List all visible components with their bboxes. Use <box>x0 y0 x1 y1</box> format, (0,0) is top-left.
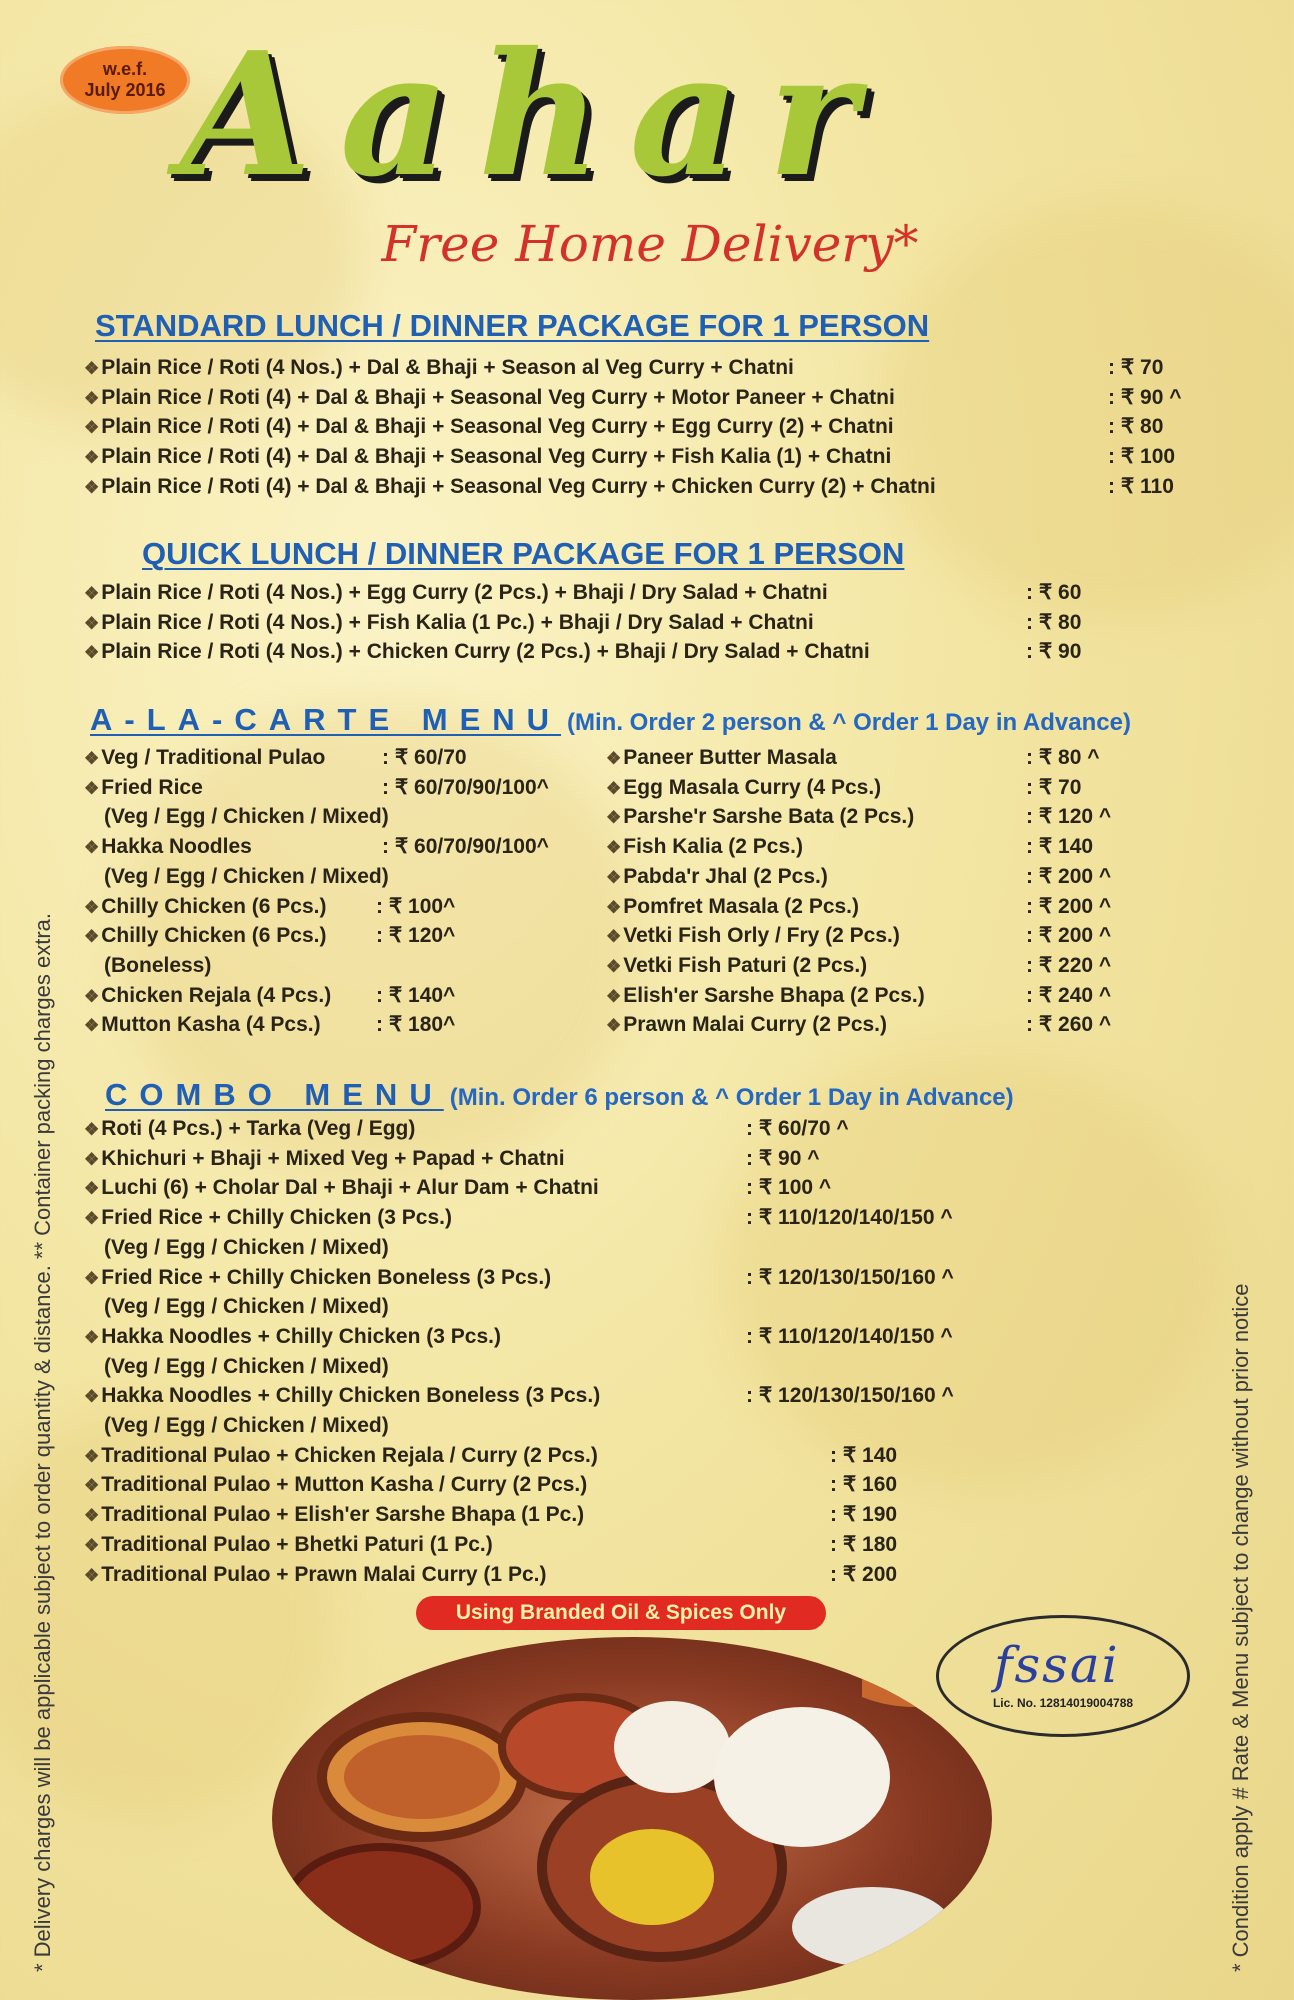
item-price: : ₹ 190 <box>830 1503 898 1527</box>
menu-item-variant <box>104 862 389 891</box>
item-description: Hakka Noodles + Chilly Chicken Boneless (3 Pcs.) <box>101 1384 601 1408</box>
menu-item-variant <box>104 1352 389 1381</box>
menu-item <box>84 383 895 412</box>
standard-title: STANDARD LUNCH / DINNER PACKAGE FOR 1 PERSON <box>95 308 930 343</box>
menu-item <box>84 1470 587 1499</box>
fssai-seal <box>936 1615 1190 1737</box>
item-description: Traditional Pulao + Bhetki Paturi (1 Pc.) <box>101 1532 493 1556</box>
item-price: : ₹ 200 ^ <box>1026 924 1112 948</box>
combo-header <box>105 1077 1014 1113</box>
side-note-right: * Condition apply # Rate & Menu subject to change without prior notice <box>1228 1283 1253 1972</box>
item-description: Luchi (6) + Cholar Dal + Bhaji + Alur Dam + Chatni <box>101 1176 599 1200</box>
item-description: (Veg / Egg / Chicken / Mixed) <box>104 805 389 829</box>
item-description: Chilly Chicken (6 Pcs.) <box>101 924 327 948</box>
quick-title: QUICK LUNCH / DINNER PACKAGE FOR 1 PERSON <box>142 536 905 571</box>
bullet-icon: ❖ <box>84 418 100 438</box>
item-description: Plain Rice / Roti (4 Nos.) + Chicken Curry (2 Pcs.) + Bhaji / Dry Salad + Chatni <box>101 640 870 664</box>
item-price: : ₹ 70 <box>1026 775 1082 799</box>
bullet-icon: ❖ <box>84 1476 100 1496</box>
item-price: : ₹ 100 ^ <box>746 1176 832 1200</box>
wef-line1: w.e.f. <box>102 59 148 80</box>
item-price: : ₹ 140 <box>1026 835 1094 859</box>
item-price: : ₹ 100 <box>1108 445 1176 469</box>
menu-item <box>84 608 814 637</box>
item-description: Prawn Malai Curry (2 Pcs.) <box>623 1013 888 1037</box>
menu-item-variant <box>104 1292 389 1321</box>
item-description: (Veg / Egg / Chicken / Mixed) <box>104 1295 389 1319</box>
menu-item <box>84 1560 546 1589</box>
alacarte-title: A-LA-CARTE MENU <box>90 702 562 737</box>
bullet-icon: ❖ <box>84 897 100 917</box>
item-price: : ₹ 260 ^ <box>1026 1013 1112 1037</box>
fssai-license: Lic. No. 12814019004788 <box>992 1696 1134 1710</box>
menu-item <box>84 981 331 1010</box>
menu-item <box>84 1322 501 1351</box>
menu-item <box>84 1530 493 1559</box>
item-description: (Veg / Egg / Chicken / Mixed) <box>104 1414 389 1437</box>
item-description: Plain Rice / Roti (4) + Dal & Bhaji + Seasonal Veg Curry + Motor Paneer + Chatni <box>101 385 895 409</box>
item-description: Plain Rice / Roti (4 Nos.) + Fish Kalia (1 Pc.) + Bhaji / Dry Salad + Chatni <box>101 610 814 634</box>
item-description: Egg Masala Curry (4 Pcs.) <box>623 775 882 799</box>
bullet-icon: ❖ <box>84 643 100 663</box>
bullet-icon: ❖ <box>606 897 622 917</box>
bullet-icon: ❖ <box>84 1446 100 1466</box>
item-price: : ₹ 110/120/140/150 ^ <box>746 1324 953 1348</box>
item-price: : ₹ 200 ^ <box>1026 894 1112 918</box>
item-price: : ₹ 240 ^ <box>1026 983 1112 1007</box>
menu-item <box>84 743 325 772</box>
item-description: Fish Kalia (2 Pcs.) <box>623 835 803 859</box>
menu-item <box>84 442 891 471</box>
item-price: : ₹ 60/70/90/100^ <box>382 775 549 799</box>
item-price: : ₹ 180^ <box>376 1013 456 1037</box>
item-price: : ₹ 180 <box>830 1532 898 1556</box>
item-description: Fried Rice + Chilly Chicken (3 Pcs.) <box>101 1206 452 1230</box>
item-description: Veg / Traditional Pulao <box>101 746 326 769</box>
menu-item <box>606 1010 887 1039</box>
menu-item <box>84 921 327 950</box>
bullet-icon: ❖ <box>84 359 100 378</box>
menu-item <box>84 892 327 921</box>
brand-logo: Aahar <box>180 15 886 215</box>
bullet-icon: ❖ <box>84 1209 100 1229</box>
item-description: Khichuri + Bhaji + Mixed Veg + Papad + Chatni <box>101 1146 565 1170</box>
bullet-icon: ❖ <box>606 808 622 828</box>
item-price: : ₹ 140 <box>830 1443 898 1467</box>
menu-item <box>84 1203 452 1232</box>
item-price: : ₹ 110/120/140/150 ^ <box>746 1206 953 1230</box>
item-description: (Veg / Egg / Chicken / Mixed) <box>104 1235 389 1259</box>
alacarte-header <box>90 702 1131 738</box>
menu-item <box>84 578 828 607</box>
bullet-icon: ❖ <box>84 1565 100 1585</box>
item-price: : ₹ 80 <box>1108 415 1164 439</box>
menu-item <box>84 412 894 441</box>
bullet-icon: ❖ <box>84 388 100 408</box>
bullet-icon: ❖ <box>84 749 100 768</box>
item-price: : ₹ 140^ <box>376 983 456 1007</box>
side-note-left: * Delivery charges will be applicable subject to order quantity & distance. ** Container packing charges extra. <box>30 912 55 1972</box>
item-price: : ₹ 110 <box>1108 474 1174 498</box>
bullet-icon: ❖ <box>606 838 622 858</box>
bullet-icon: ❖ <box>84 1327 100 1347</box>
menu-item <box>606 862 828 891</box>
bullet-icon: ❖ <box>84 477 100 497</box>
item-description: Fried Rice <box>101 775 203 799</box>
menu-item <box>606 951 867 980</box>
item-description: Chilly Chicken (6 Pcs.) <box>101 894 327 918</box>
menu-item <box>606 802 914 831</box>
item-price: : ₹ 60/70 ^ <box>746 1117 849 1140</box>
bullet-icon: ❖ <box>606 986 622 1006</box>
item-description: Traditional Pulao + Mutton Kasha / Curry (2 Pcs.) <box>101 1473 588 1497</box>
item-description: Plain Rice / Roti (4) + Dal & Bhaji + Seasonal Veg Curry + Egg Curry (2) + Chatni <box>101 415 894 439</box>
bullet-icon: ❖ <box>84 838 100 858</box>
item-price: : ₹ 80 ^ <box>1026 746 1100 769</box>
bullet-icon: ❖ <box>84 1506 100 1526</box>
menu-item <box>84 353 794 382</box>
bullet-icon: ❖ <box>84 1149 100 1169</box>
bullet-icon: ❖ <box>84 1268 100 1288</box>
item-description: Parshe'r Sarshe Bata (2 Pcs.) <box>623 805 915 829</box>
menu-item-variant <box>104 802 389 831</box>
bullet-icon: ❖ <box>606 1016 622 1036</box>
menu-item <box>606 773 881 802</box>
item-description: Traditional Pulao + Prawn Malai Curry (1 Pc.) <box>101 1562 547 1586</box>
item-description: Vetki Fish Orly / Fry (2 Pcs.) <box>623 924 900 948</box>
tagline: Free Home Delivery* <box>381 215 919 273</box>
bullet-icon: ❖ <box>84 927 100 947</box>
menu-item <box>84 1173 599 1202</box>
menu-item <box>84 472 936 501</box>
menu-item <box>606 892 859 921</box>
bullet-icon: ❖ <box>84 1387 100 1407</box>
item-description: Hakka Noodles <box>101 835 252 859</box>
bullet-icon: ❖ <box>606 927 622 947</box>
menu-item <box>606 832 803 861</box>
item-description: Roti (4 Pcs.) + Tarka (Veg / Egg) <box>101 1117 416 1140</box>
food-platter-illustration <box>272 1637 992 2000</box>
bullet-icon: ❖ <box>84 1535 100 1555</box>
item-description: Fried Rice + Chilly Chicken Boneless (3 Pcs.) <box>101 1265 552 1289</box>
item-price: : ₹ 160 <box>830 1473 898 1497</box>
item-price: : ₹ 80 <box>1026 610 1082 634</box>
food-platter-image <box>272 1637 992 2000</box>
menu-item <box>84 1144 565 1173</box>
fssai-logo: fssai <box>994 1636 1120 1694</box>
menu-item <box>84 773 203 802</box>
item-price: : ₹ 120/130/150/160 ^ <box>746 1384 954 1408</box>
menu-item <box>606 981 925 1010</box>
combo-title: COMBO MENU <box>105 1077 444 1112</box>
wef-badge <box>60 46 190 114</box>
bullet-icon: ❖ <box>606 956 622 976</box>
menu-item <box>606 921 900 950</box>
menu-item <box>84 1500 584 1529</box>
item-description: Plain Rice / Roti (4) + Dal & Bhaji + Seasonal Veg Curry + Chicken Curry (2) + Chatni <box>101 474 936 498</box>
item-price: : ₹ 90 ^ <box>1108 385 1182 409</box>
bullet-icon: ❖ <box>84 778 100 798</box>
bullet-icon: ❖ <box>84 1016 100 1036</box>
item-price: : ₹ 90 <box>1026 640 1082 664</box>
menu-item-variant <box>104 1411 389 1440</box>
bullet-icon: ❖ <box>606 749 622 768</box>
menu-item <box>84 1441 598 1470</box>
item-description: Mutton Kasha (4 Pcs.) <box>101 1013 321 1037</box>
item-description: Pabda'r Jhal (2 Pcs.) <box>623 864 828 888</box>
menu-item <box>84 1263 551 1292</box>
bullet-icon: ❖ <box>606 778 622 798</box>
item-description: Plain Rice / Roti (4 Nos.) + Dal & Bhaji + Season al Veg Curry + Chatni <box>101 356 794 379</box>
item-price: : ₹ 60/70/90/100^ <box>382 835 549 859</box>
combo-note: (Min. Order 6 person & ^ Order 1 Day in Advance) <box>449 1084 1014 1111</box>
item-price: : ₹ 200 ^ <box>1026 864 1112 888</box>
item-description: Paneer Butter Masala <box>623 746 837 769</box>
menu-item <box>84 832 252 861</box>
item-price: : ₹ 120/130/150/160 ^ <box>746 1265 954 1289</box>
bullet-icon: ❖ <box>84 1179 100 1199</box>
menu-item <box>84 1381 600 1410</box>
item-description: (Veg / Egg / Chicken / Mixed) <box>104 1354 389 1378</box>
item-price: : ₹ 200 <box>830 1562 898 1586</box>
menu-item <box>606 743 837 772</box>
item-description: Hakka Noodles + Chilly Chicken (3 Pcs.) <box>101 1324 501 1348</box>
item-price: : ₹ 120^ <box>376 924 456 948</box>
item-price: : ₹ 60 <box>1026 581 1082 604</box>
menu-item <box>84 637 870 666</box>
item-description: Traditional Pulao + Chicken Rejala / Curry (2 Pcs.) <box>101 1443 598 1467</box>
item-price: : ₹ 120 ^ <box>1026 805 1112 829</box>
bullet-icon: ❖ <box>84 613 100 633</box>
menu-item <box>84 1114 415 1143</box>
item-description: Plain Rice / Roti (4) + Dal & Bhaji + Seasonal Veg Curry + Fish Kalia (1) + Chatni <box>101 445 892 469</box>
item-description: Vetki Fish Paturi (2 Pcs.) <box>623 953 868 977</box>
item-description: Chicken Rejala (4 Pcs.) <box>101 983 332 1007</box>
item-price: : ₹ 100^ <box>376 894 456 918</box>
item-price: : ₹ 60/70 <box>382 746 467 769</box>
bullet-icon: ❖ <box>84 448 100 468</box>
item-description: Plain Rice / Roti (4 Nos.) + Egg Curry (2 Pcs.) + Bhaji / Dry Salad + Chatni <box>101 581 828 604</box>
item-price: : ₹ 220 ^ <box>1026 953 1112 977</box>
bullet-icon: ❖ <box>84 584 100 603</box>
wef-line2: July 2016 <box>84 80 166 100</box>
branded-oil-banner: Using Branded Oil & Spices Only <box>416 1596 826 1630</box>
menu-item-variant <box>104 951 211 980</box>
item-description: Pomfret Masala (2 Pcs.) <box>623 894 860 918</box>
bullet-icon: ❖ <box>84 986 100 1006</box>
item-price: : ₹ 70 <box>1108 356 1164 379</box>
item-description: (Veg / Egg / Chicken / Mixed) <box>104 864 389 888</box>
item-price: : ₹ 90 ^ <box>746 1146 820 1170</box>
item-description: Traditional Pulao + Elish'er Sarshe Bhapa (1 Pc.) <box>101 1503 585 1527</box>
item-description: (Boneless) <box>104 953 212 977</box>
bullet-icon: ❖ <box>606 867 622 887</box>
menu-item-variant <box>104 1233 389 1262</box>
item-description: Elish'er Sarshe Bhapa (2 Pcs.) <box>623 983 925 1007</box>
bullet-icon: ❖ <box>84 1120 100 1139</box>
menu-item <box>84 1010 321 1039</box>
alacarte-note: (Min. Order 2 person & ^ Order 1 Day in Advance) <box>567 709 1131 736</box>
